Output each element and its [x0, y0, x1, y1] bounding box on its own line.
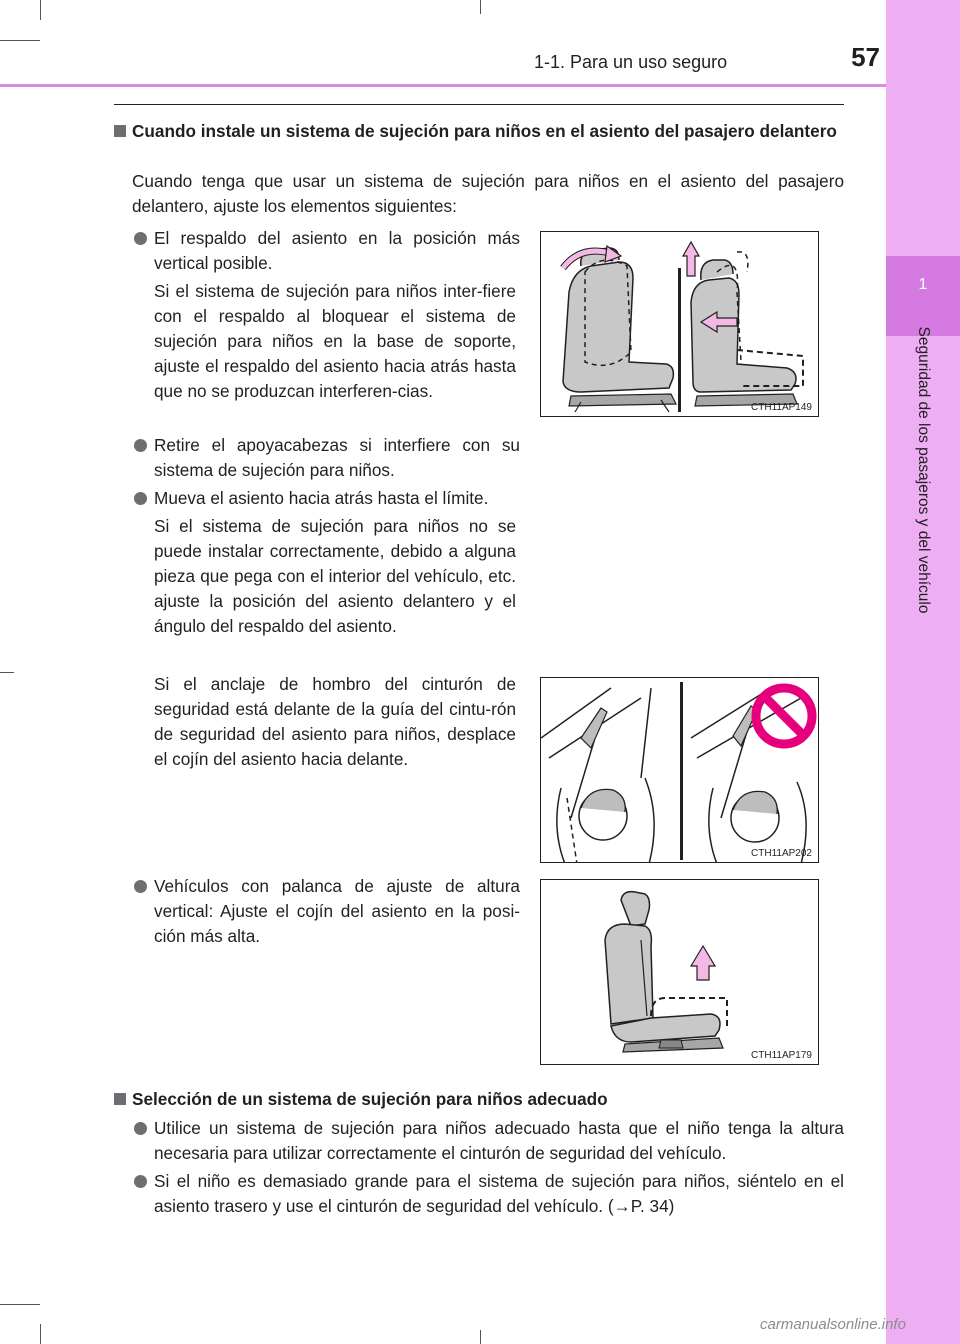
round-bullet-icon [134, 1175, 147, 1188]
bullet-seat-back-note-1: Si el sistema de sujeción para niños no se puede instalar correctamente, debido a alguna pieza que pega con el interior del vehículo, etc. ajuste la posición del asiento delantero y el ángulo del respaldo del asiento. [154, 516, 516, 636]
seat-backrest-illustration [541, 232, 819, 417]
round-bullet-icon [134, 492, 147, 505]
chapter-tab-band [886, 0, 960, 1344]
bullet-seat-back [154, 486, 520, 511]
crop-mark [0, 672, 14, 673]
belt-anchor-illustration [541, 678, 819, 863]
square-bullet-icon [114, 1093, 126, 1105]
round-bullet-icon [134, 439, 147, 452]
selection-heading-text: Selección de un sistema de sujeción para niños adecuado [132, 1089, 608, 1109]
round-bullet-icon [134, 880, 147, 893]
bullet-seat-back-note-2: Si el anclaje de hombro del cinturón de seguridad está delante de la guía del cintu-rón de seguridad del asiento para niños, desplace el cojín del asiento hacia delante. [154, 674, 516, 769]
crop-mark [0, 1304, 40, 1305]
figure-seat-height [540, 879, 819, 1065]
round-bullet-icon [134, 232, 147, 245]
figure-code: CTH11AP149 [751, 402, 812, 413]
selection-bullet-2 [154, 1169, 844, 1219]
chapter-title: Seguridad de los pasajeros y del vehículo [915, 326, 932, 614]
selection-bullet-1 [154, 1116, 844, 1166]
bullet-headrest [154, 433, 520, 483]
seat-height-illustration [541, 880, 819, 1065]
crop-mark [0, 40, 40, 41]
figure-code: CTH11AP202 [751, 848, 812, 859]
front-seat-heading [132, 119, 844, 144]
front-seat-intro: Cuando tenga que usar un sistema de sujeción para niños en el asiento del pasajero delantero, ajuste los elementos siguientes: [132, 171, 844, 216]
selection-bullet-2-text: Si el niño es demasiado grande para el sistema de sujeción para niños, siéntelo en el asiento trasero y use el cinturón de seguridad del vehículo. (→P. 34) [154, 1171, 844, 1216]
page-number: 57 [851, 42, 880, 72]
section-rule [114, 104, 844, 105]
figure-code: CTH11AP179 [751, 1050, 812, 1061]
square-bullet-icon [114, 125, 126, 137]
crop-mark [480, 1330, 481, 1344]
round-bullet-icon [134, 1122, 147, 1135]
watermark-logo: carmanualsonline.info [760, 1316, 906, 1333]
chapter-number: 1 [918, 276, 928, 293]
bullet-backrest-note: Si el sistema de sujeción para niños inter-fiere con el respaldo al bloquear el sistema de sujeción para niños en la base de soporte, ajuste el respaldo del asiento hacia atrás hasta que no se produzcan interferen-cias. [154, 281, 516, 401]
bullet-backrest-text: El respaldo del asiento en la posición más vertical posible. [154, 228, 520, 273]
figure-seat-backrest [540, 231, 819, 417]
bullet-height [154, 874, 520, 949]
crop-mark [40, 0, 41, 20]
crop-mark [40, 1324, 41, 1344]
bullet-seat-back-text: Mueva el asiento hacia atrás hasta el límite. [154, 488, 489, 508]
section-title: 1-1. Para un uso seguro [534, 52, 728, 72]
header-rule [0, 84, 886, 87]
front-seat-heading-text: Cuando instale un sistema de sujeción para niños en el asiento del pasajero delantero [132, 121, 837, 141]
selection-heading [132, 1087, 844, 1112]
selection-bullet-1-text: Utilice un sistema de sujeción para niños adecuado hasta que el niño tenga la altura necesaria para utilizar correctamente el cinturón de seguridad del vehículo. [154, 1118, 844, 1163]
bullet-backrest [154, 226, 520, 276]
crop-mark [480, 0, 481, 14]
figure-belt-anchor [540, 677, 819, 863]
chapter-number-box [886, 256, 960, 336]
bullet-headrest-text: Retire el apoyacabezas si interfiere con su sistema de sujeción para niños. [154, 435, 520, 480]
bullet-height-text: Vehículos con palanca de ajuste de altura vertical: Ajuste el cojín del asiento en la posi-ción más alta. [154, 876, 520, 946]
